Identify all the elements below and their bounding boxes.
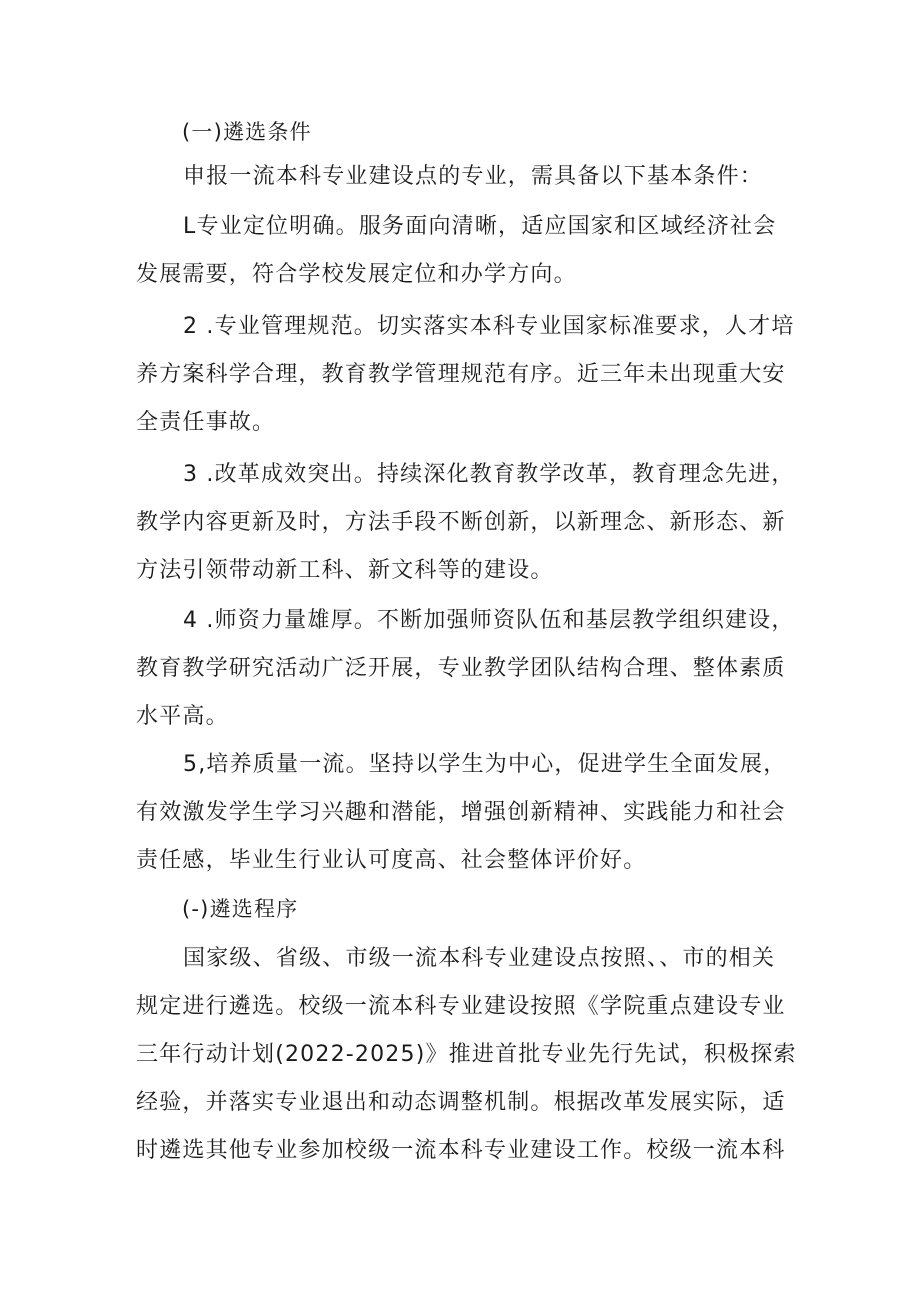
paragraph-line: 3 .改革成效突出。持续深化教育教学改革，教育理念先进，	[183, 462, 795, 487]
paragraph-line: 责任感，毕业生行业认可度高、社会整体评价好。	[136, 848, 647, 873]
paragraph-line: 2 .专业管理规范。切实落实本科专业国家标准要求，人才培	[183, 314, 795, 339]
paragraph-line: 教育教学研究活动广泛开展，专业教学团队结构合理、整体素质	[136, 656, 786, 681]
paragraph-line: 时遴选其他专业参加校级一流本科专业建设工作。校级一流本科	[136, 1138, 786, 1163]
paragraph-line: L专业定位明确。服务面向清晰，适应国家和区域经济社会	[183, 214, 777, 239]
paragraph-line: 三年行动计划(2022-2025)》推进首批专业先行先试，积极探索	[136, 1042, 797, 1067]
paragraph-line: 有效激发学生学习兴趣和潜能，增强创新精神、实践能力和社会	[136, 800, 786, 825]
paragraph-line: 经验，并落实专业退出和动态调整机制。根据改革发展实际，适	[136, 1090, 786, 1115]
paragraph-line: 申报一流本科专业建设点的专业，需具备以下基本条件：	[183, 164, 764, 189]
paragraph-line: 方法引领带动新工科、新文科等的建设。	[136, 558, 554, 583]
section-heading-selection-conditions: (一)遴选条件	[182, 120, 312, 144]
paragraph-line: 全责任事故。	[136, 410, 276, 435]
paragraph-line: 规定进行遴选。校级一流本科专业建设按照《学院重点建设专业	[136, 994, 786, 1019]
paragraph-line: 教学内容更新及时，方法手段不断创新，以新理念、新形态、新	[136, 510, 786, 535]
paragraph-line: 养方案科学合理，教育教学管理规范有序。近三年未出现重大安	[136, 362, 786, 387]
paragraph-line: 4 .师资力量雄厚。不断加强师资队伍和基层教学组织建设，	[183, 608, 795, 633]
section-heading-selection-procedure: (-)遴选程序	[182, 897, 299, 921]
paragraph-line: 5,培养质量一流。坚持以学生为中心，促进学生全面发展，	[183, 752, 787, 777]
paragraph-line: 国家级、省级、市级一流本科专业建设点按照、、市的相关	[183, 946, 776, 971]
paragraph-line: 发展需要，符合学校发展定位和办学方向。	[136, 262, 577, 287]
paragraph-line: 水平高。	[136, 704, 229, 729]
